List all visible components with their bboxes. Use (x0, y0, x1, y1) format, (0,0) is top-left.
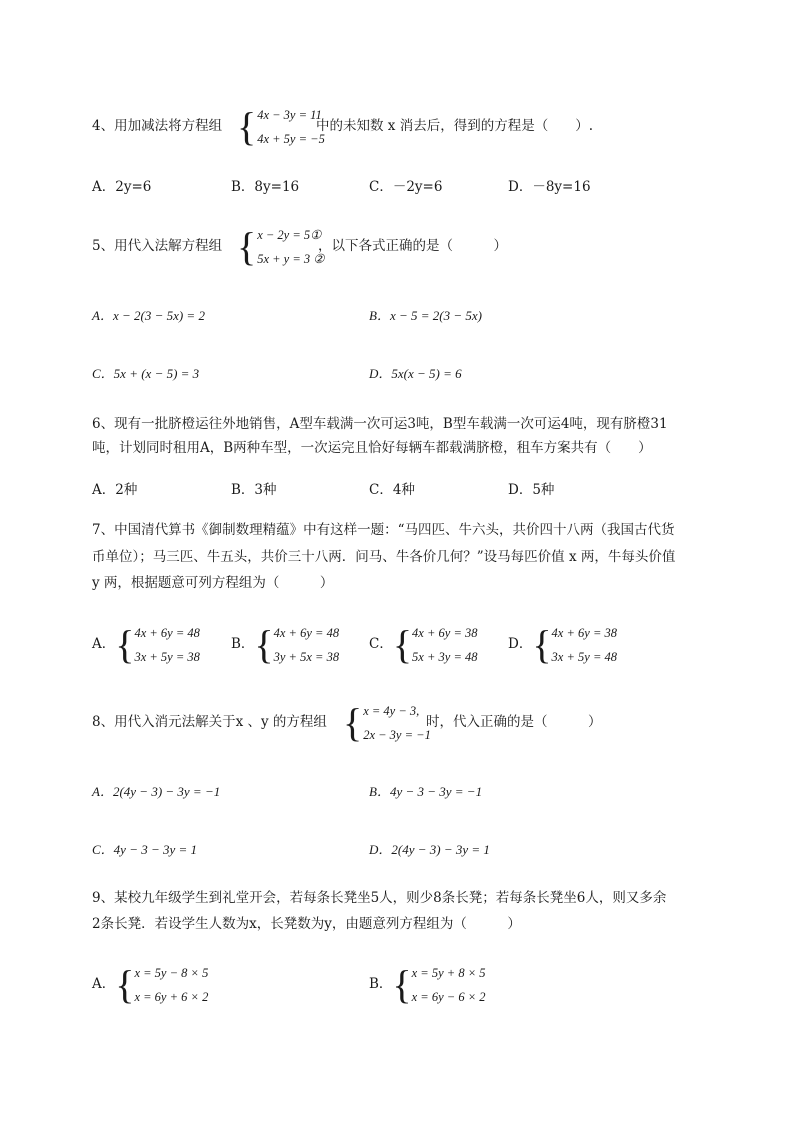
option-b[interactable]: B． { x = 5y + 8 × 5 x = 6y − 6 × 2 (369, 962, 486, 1007)
question-5-prompt-end: ，以下各式正确的是（ ） (318, 238, 507, 254)
question-4-prompt-end: 中的未知数 x 消去后，得到的方程是（ ）. (316, 118, 593, 134)
option-a[interactable]: A． { 4x + 6y = 48 3x + 5y = 38 (92, 622, 200, 667)
equation-2: 4x + 5y = −5 (257, 131, 325, 146)
option-d[interactable]: D．5种 (508, 482, 555, 498)
option-d[interactable]: D．5x(x − 5) = 6 (369, 366, 462, 381)
option-b[interactable]: B．8y=16 (231, 179, 300, 195)
option-c[interactable]: C．4种 (369, 482, 415, 498)
brace-icon: { (237, 104, 257, 149)
question-7-line-2: 币单位）；马三匹、牛五头，共价三十八两．问马、牛各价几何？”设马每匹价值 x 两，牛每头价值 (92, 549, 676, 565)
equation-2: 2x − 3y = −1 (363, 727, 431, 742)
brace-icon: { (115, 962, 135, 1007)
brace-icon: { (115, 622, 135, 667)
option-c[interactable]: C．4y − 3 − 3y = 1 (92, 842, 198, 857)
equation-2: 5x + y = 3 ② (257, 251, 325, 266)
equation-1: x = 4y − 3, (363, 704, 420, 718)
option-c[interactable]: C．－2y=6 (369, 179, 443, 195)
brace-icon: { (392, 962, 412, 1007)
question-9-line-2: 2条长凳．若设学生人数为x，长凳数为y，由题意列方程组为（ ） (92, 916, 521, 932)
question-8-system (343, 702, 431, 744)
option-a[interactable]: A．2种 (92, 482, 138, 498)
option-d[interactable]: D．2(4y − 3) − 3y = 1 (369, 842, 490, 857)
brace-icon: { (237, 224, 257, 269)
question-5-system (237, 226, 325, 268)
question-4-system (237, 106, 325, 148)
option-b[interactable]: B． { 4x + 6y = 48 3y + 5x = 38 (231, 622, 340, 667)
option-c[interactable]: C． { 4x + 6y = 38 5x + 3y = 48 (369, 622, 478, 667)
option-c[interactable]: C．5x + (x − 5) = 3 (92, 366, 200, 381)
equation-1: x − 2y = 5① (257, 228, 322, 242)
brace-icon: { (392, 622, 413, 667)
option-a[interactable]: A．2(4y − 3) − 3y = −1 (92, 784, 221, 799)
brace-icon: { (532, 622, 552, 667)
option-d[interactable]: D． { 4x + 6y = 38 3x + 5y = 48 (508, 622, 617, 667)
option-b[interactable]: B．x − 5 = 2(3 − 5x) (369, 308, 482, 323)
brace-icon: { (254, 622, 274, 667)
option-d[interactable]: D．－8y=16 (508, 179, 591, 195)
question-6-line-1: 6、现有一批脐橙运往外地销售，A型车载满一次可运3吨，B型车载满一次可运4吨，现有脐橙31 (92, 416, 668, 432)
question-7-line-1: 7、中国清代算书《御制数理精蕴》中有这样一题：“马四匹、牛六头，共价四十八两（我国古代货 (92, 522, 675, 538)
question-9-line-1: 9、某校九年级学生到礼堂开会，若每条长凳坐5人，则少8条长凳；若每条长凳坐6人，则又多余 (92, 890, 667, 906)
question-5-prompt: 5、用代入法解方程组 (92, 238, 223, 254)
option-b[interactable]: B．4y − 3 − 3y = −1 (369, 784, 483, 799)
option-a[interactable]: A． { x = 5y − 8 × 5 x = 6y + 6 × 2 (92, 962, 209, 1007)
brace-icon: { (343, 700, 363, 745)
question-4-prompt: 4、用加减法将方程组 (92, 118, 223, 134)
question-7-line-3: y 两，根据题意可列方程组为（ ） (92, 575, 334, 591)
question-6-line-2: 吨，计划同时租用A，B两种车型，一次运完且恰好每辆车都载满脐橙，租车方案共有（ ） (92, 440, 652, 456)
question-8-prompt-end: 时，代入正确的是（ ） (426, 714, 602, 730)
option-a[interactable]: A．x − 2(3 − 5x) = 2 (92, 308, 205, 323)
equation-1: 4x − 3y = 11 (257, 108, 322, 122)
option-b[interactable]: B．3种 (231, 482, 277, 498)
option-a[interactable]: A．2y=6 (92, 179, 152, 195)
question-8-prompt: 8、用代入消元法解关于x 、y 的方程组 (92, 714, 327, 730)
